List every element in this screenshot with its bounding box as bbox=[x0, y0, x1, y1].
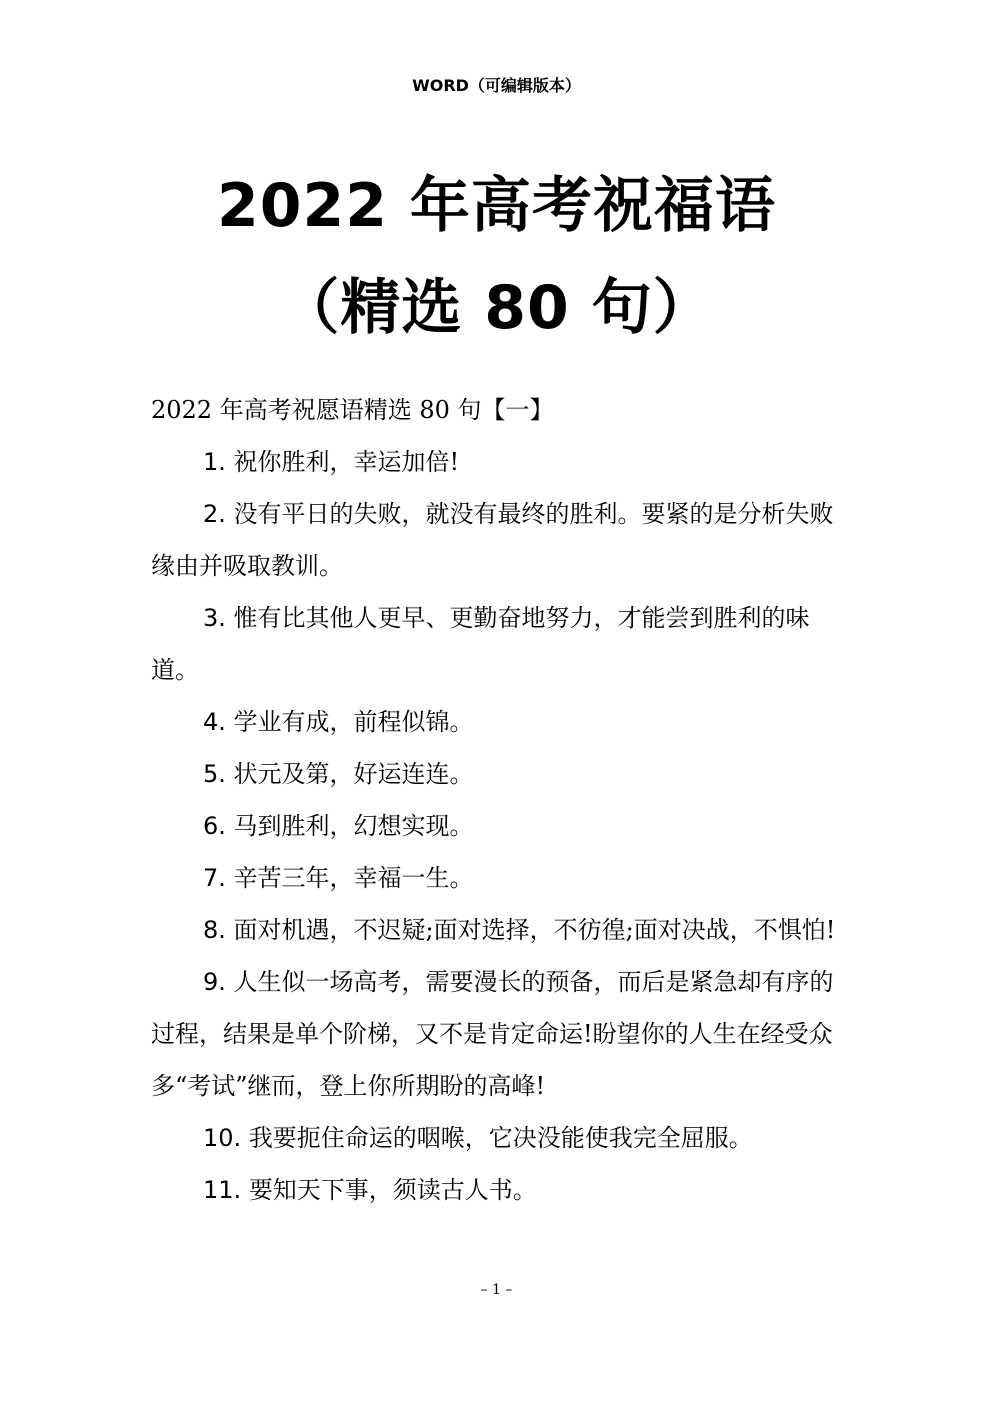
list-item bbox=[151, 748, 841, 800]
document-title-line-1: 2022 年高考祝福语 bbox=[217, 171, 776, 241]
list-item bbox=[151, 852, 841, 904]
document-body bbox=[151, 384, 841, 1216]
list-item bbox=[151, 696, 841, 748]
list-item bbox=[151, 800, 841, 852]
list-item bbox=[151, 436, 841, 488]
item-text: 要知天下事，须读古人书。 bbox=[248, 1176, 537, 1204]
list-item bbox=[151, 1164, 841, 1216]
list-item bbox=[151, 956, 841, 1112]
item-number: 3. bbox=[203, 604, 226, 632]
item-number: 6. bbox=[203, 812, 226, 840]
section-heading: 2022 年高考祝愿语精选 80 句【一】 bbox=[151, 396, 554, 424]
item-text: 状元及第，好运连连。 bbox=[233, 760, 474, 788]
list-item bbox=[151, 592, 841, 696]
item-number: 5. bbox=[203, 760, 226, 788]
item-text: 马到胜利，幻想实现。 bbox=[233, 812, 474, 840]
document-title-line-2: （精选 80 句） bbox=[279, 273, 714, 343]
item-text: 学业有成，前程似锦。 bbox=[233, 708, 474, 736]
list-item bbox=[151, 904, 841, 956]
item-number: 2. bbox=[203, 500, 226, 528]
item-text: 没有平日的失败，就没有最终的胜利。要紧的是分析失败缘由并吸取教训。 bbox=[151, 500, 834, 580]
item-number: 9. bbox=[203, 968, 226, 996]
item-text: 我要扼住命运的咽喉，它决没能使我完全屈服。 bbox=[248, 1124, 753, 1152]
item-text: 人生似一场高考，需要漫长的预备，而后是紧急却有序的过程，结果是单个阶梯，又不是肯定命运!盼望你的人生在经受众多“考试”继而，登上你所期盼的高峰! bbox=[151, 968, 834, 1100]
item-number: 7. bbox=[203, 864, 226, 892]
item-text: 面对机遇，不迟疑;面对选择，不彷徨;面对决战，不惧怕! bbox=[233, 916, 836, 944]
item-number: 4. bbox=[203, 708, 226, 736]
item-number: 10. bbox=[203, 1124, 242, 1152]
item-text: 辛苦三年，幸福一生。 bbox=[233, 864, 474, 892]
item-number: 11. bbox=[203, 1176, 242, 1204]
item-number: 1. bbox=[203, 448, 226, 476]
page-number: – 1 – bbox=[480, 1282, 513, 1298]
item-number: 8. bbox=[203, 916, 226, 944]
list-item bbox=[151, 1112, 841, 1164]
page-header: WORD（可编辑版本） bbox=[412, 76, 581, 95]
item-text: 惟有比其他人更早、更勤奋地努力，才能尝到胜利的味道。 bbox=[151, 604, 810, 684]
item-text: 祝你胜利，幸运加倍! bbox=[233, 448, 460, 476]
list-item bbox=[151, 488, 841, 592]
